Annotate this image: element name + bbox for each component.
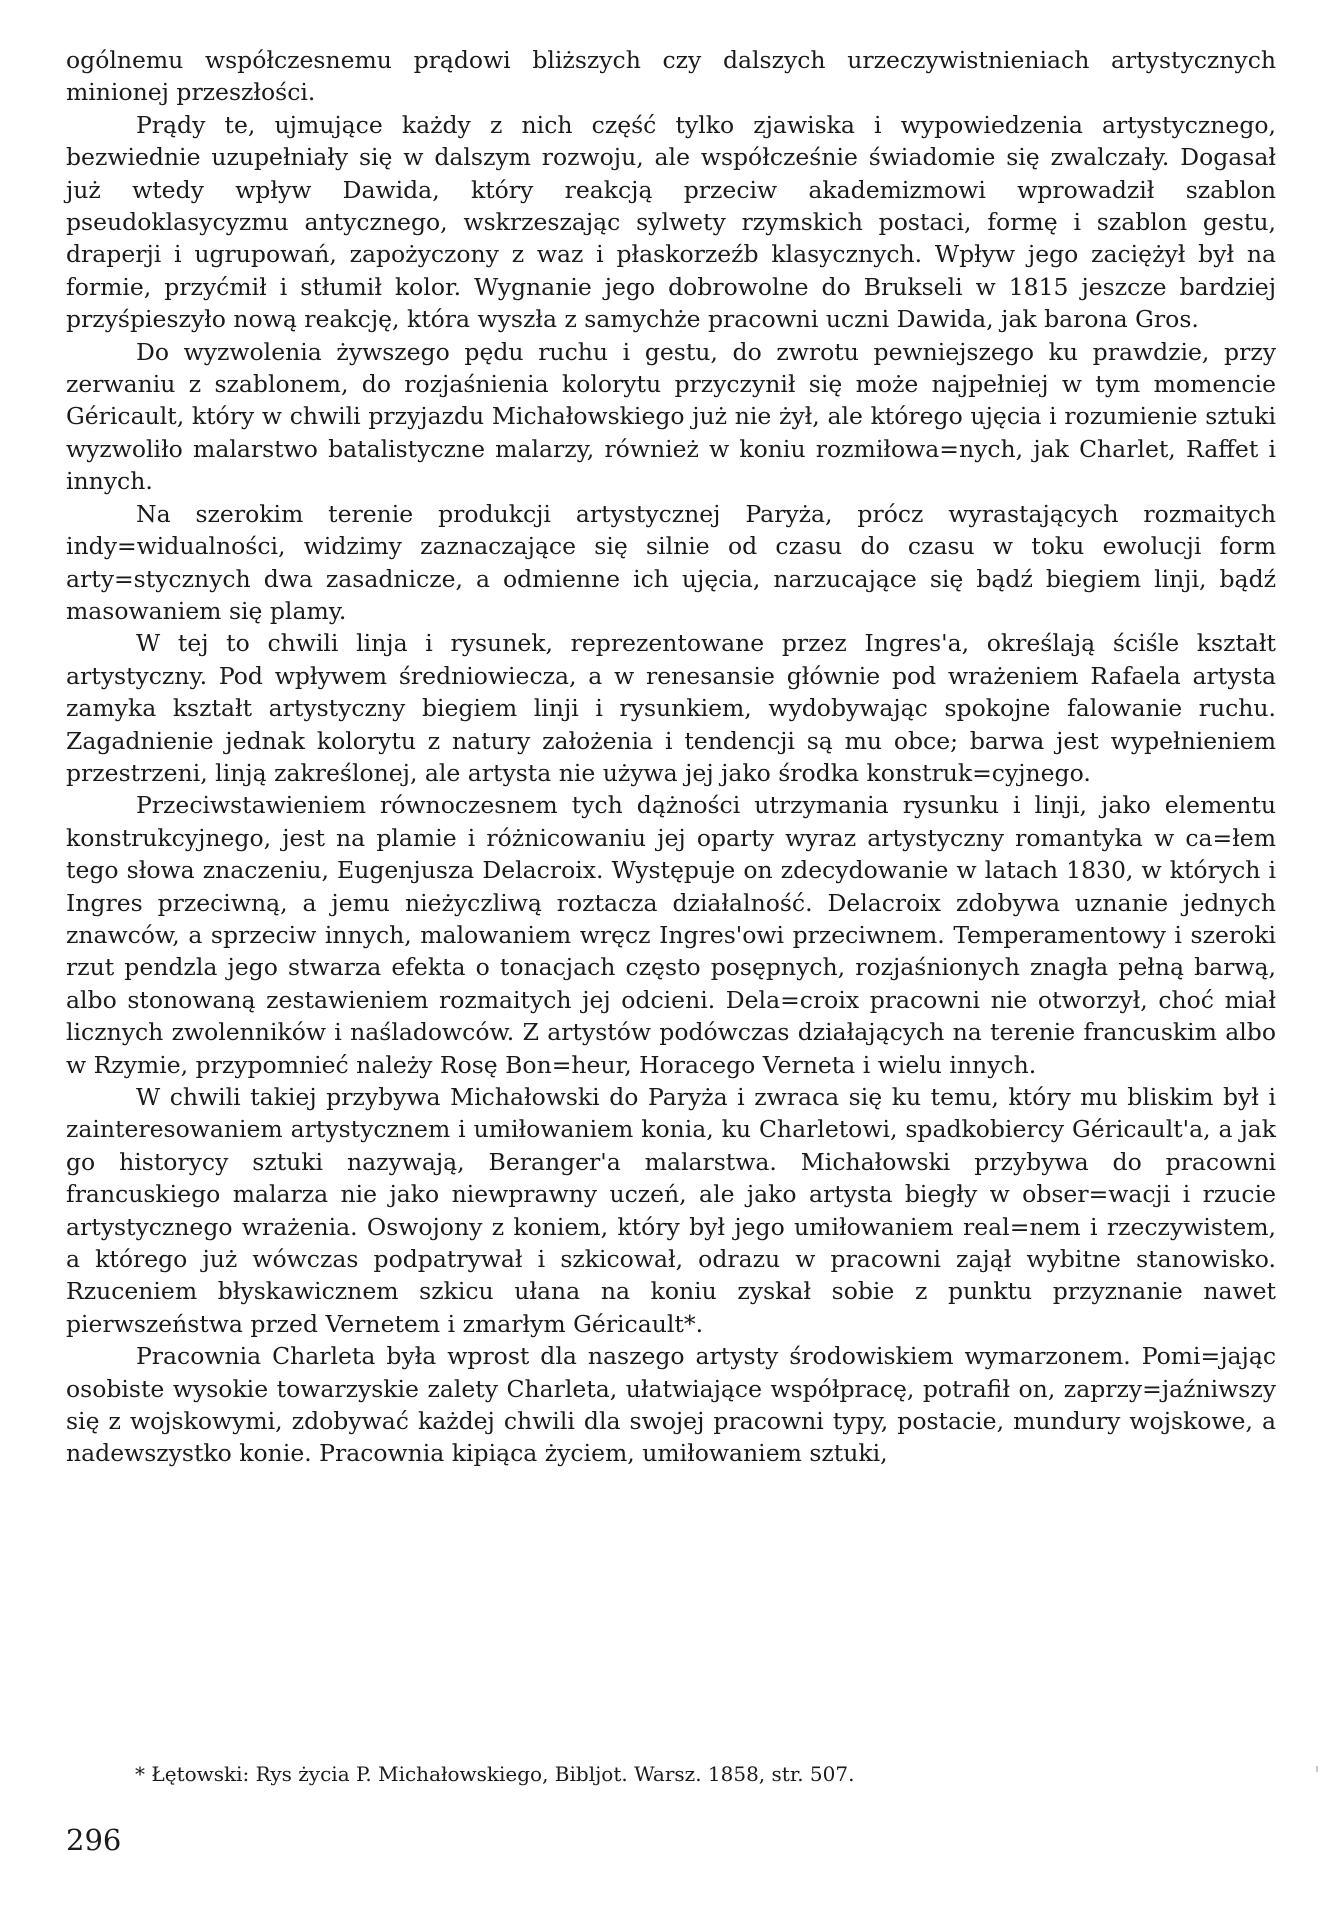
paragraph-2: Prądy te, ujmujące każdy z nich część tylko zjawiska i wypowiedzenia artystycznego, bezwiednie uzupełniały się w dalszym rozwoju, ale współcześnie świadomie się zwalczały. Dogasał już wtedy wpływ Dawida, który reakcją przeciw akademizmowi wprowadził szablon pseudoklasycyzmu antycznego, wskrzeszając sylwety rzymskich postaci, formę i szablon gestu, draperji i ugrupowań, zapożyczony z waz i płaskorzeźb klasycznych. Wpływ jego zaciężył był na formie, przyćmił i stłumił kolor. Wygnanie jego dobrowolne do Brukseli w 1815 jeszcze bardziej przyśpieszyło nową reakcję, która wyszła z samychże pracowni uczni Dawida, jak barona Gros. bbox=[66, 110, 1276, 334]
paragraph-8: Pracownia Charleta była wprost dla naszego artysty środowiskiem wymarzonem. Pomi=jając osobiste wysokie towarzyskie zalety Charleta, ułatwiające współpracę, potrafił on, zaprzy=jaźniwszy się z wojskowymi, zdobywać każdej chwili dla swojej pracowni typy, postacie, mundury wojskowe, a nadewszystko konie. Pracownia kipiąca życiem, umiłowaniem sztuki, bbox=[66, 1342, 1276, 1468]
scan-speck bbox=[1316, 1766, 1318, 1772]
paragraph-6: Przeciwstawieniem równoczesnem tych dążności utrzymania rysunku i linji, jako elementu konstrukcyjnego, jest na plamie i różnicowaniu jej oparty wyraz artystyczny romantyka w ca=łem tego słowa znaczeniu, Eugenjusza Delacroix. Występuje on zdecydowanie w latach 1830, w których i Ingres przeciwną, a jemu nieżyczliwą roztacza działalność. Delacroix zdobywa uznanie jednych znawców, a sprzeciw innych, malowaniem wręcz Ingres'owi przeciwnem. Temperamentowy i szeroki rzut pendzla jego stwarza efekta o tonacjach często posępnych, rozjaśnionych znagła pełną barwą, albo stonowaną zestawieniem rozmaitych jej odcieni. Dela=croix pracowni nie otworzył, choć miał licznych zwolenników i naśladowców. Z artystów podówczas działających na terenie francuskim albo w Rzymie, przypomnieć należy Rosę Bon=heur, Horacego Verneta i wielu innych. bbox=[66, 791, 1276, 1079]
footnote: * Łętowski: Rys życia P. Michałowskiego, Bibljot. Warsz. 1858, str. 507. bbox=[135, 1762, 855, 1786]
paragraph-4: Na szerokim terenie produkcji artystycznej Paryża, prócz wyrastających rozmaitych indy=widualności, widzimy zaznaczające się silnie od czasu do czasu w toku ewolucji form arty=stycznych dwa zasadnicze, a odmienne ich ujęcia, narzucające się bądź biegiem linji, bądź masowaniem się plamy. bbox=[66, 499, 1276, 625]
paragraph-3: Do wyzwolenia żywszego pędu ruchu i gestu, do zwrotu pewniejszego ku prawdzie, przy zerwaniu z szablonem, do rozjaśnienia kolorytu przyczynił się może najpełniej w tym momencie Géricault, który w chwili przyjazdu Michałowskiego już nie żył, ale którego ujęcia i rozumienie sztuki wyzwoliło malarstwo batalistyczne malarzy, również w koniu rozmiłowa=nych, jak Charlet, Raffet i innych. bbox=[66, 337, 1276, 496]
paragraph-5: W tej to chwili linja i rysunek, reprezentowane przez Ingres'a, określają ściśle kształt artystyczny. Pod wpływem średniowiecza, a w renesansie głównie pod wrażeniem Rafaela artysta zamyka kształt artystyczny biegiem linji i rysunkiem, wydobywając spokojne falowanie ruchu. Zagadnienie jednak kolorytu z natury założenia i tendencji są mu obce; barwa jest wypełnieniem przestrzeni, linją zakreślonej, ale artysta nie używa jej jako środka konstruk=cyjnego. bbox=[66, 629, 1276, 787]
page-number: 296 bbox=[66, 1823, 122, 1857]
paragraph-7: W chwili takiej przybywa Michałowski do Paryża i zwraca się ku temu, który mu bliskim był i zainteresowaniem artystycznem i umiłowaniem konia, ku Charletowi, spadkobiercy Géricault'a, a jak go historycy sztuki nazywają, Beranger'a malarstwa. Michałowski przybywa do pracowni francuskiego malarza nie jako niewprawny uczeń, ale jako artysta biegły w obser=wacji i rzucie artystycznego wrażenia. Oswojony z koniem, który był jego umiłowaniem real=nem i rzeczywistem, a którego już wówczas podpatrywał i szkicował, odrazu w pracowni zajął wybitne stanowisko. Rzuceniem błyskawicznem szkicu ułana na koniu zyskał sobie z punktu przyznanie nawet pierwszeństwa przed Vernetem i zmarłym Géricault*. bbox=[66, 1083, 1276, 1338]
paragraph-1: ogólnemu współczesnemu prądowi bliższych czy dalszych urzeczywistnieniach artystycznych minionej przeszłości. bbox=[66, 46, 1276, 107]
main-text bbox=[66, 44, 1276, 1470]
